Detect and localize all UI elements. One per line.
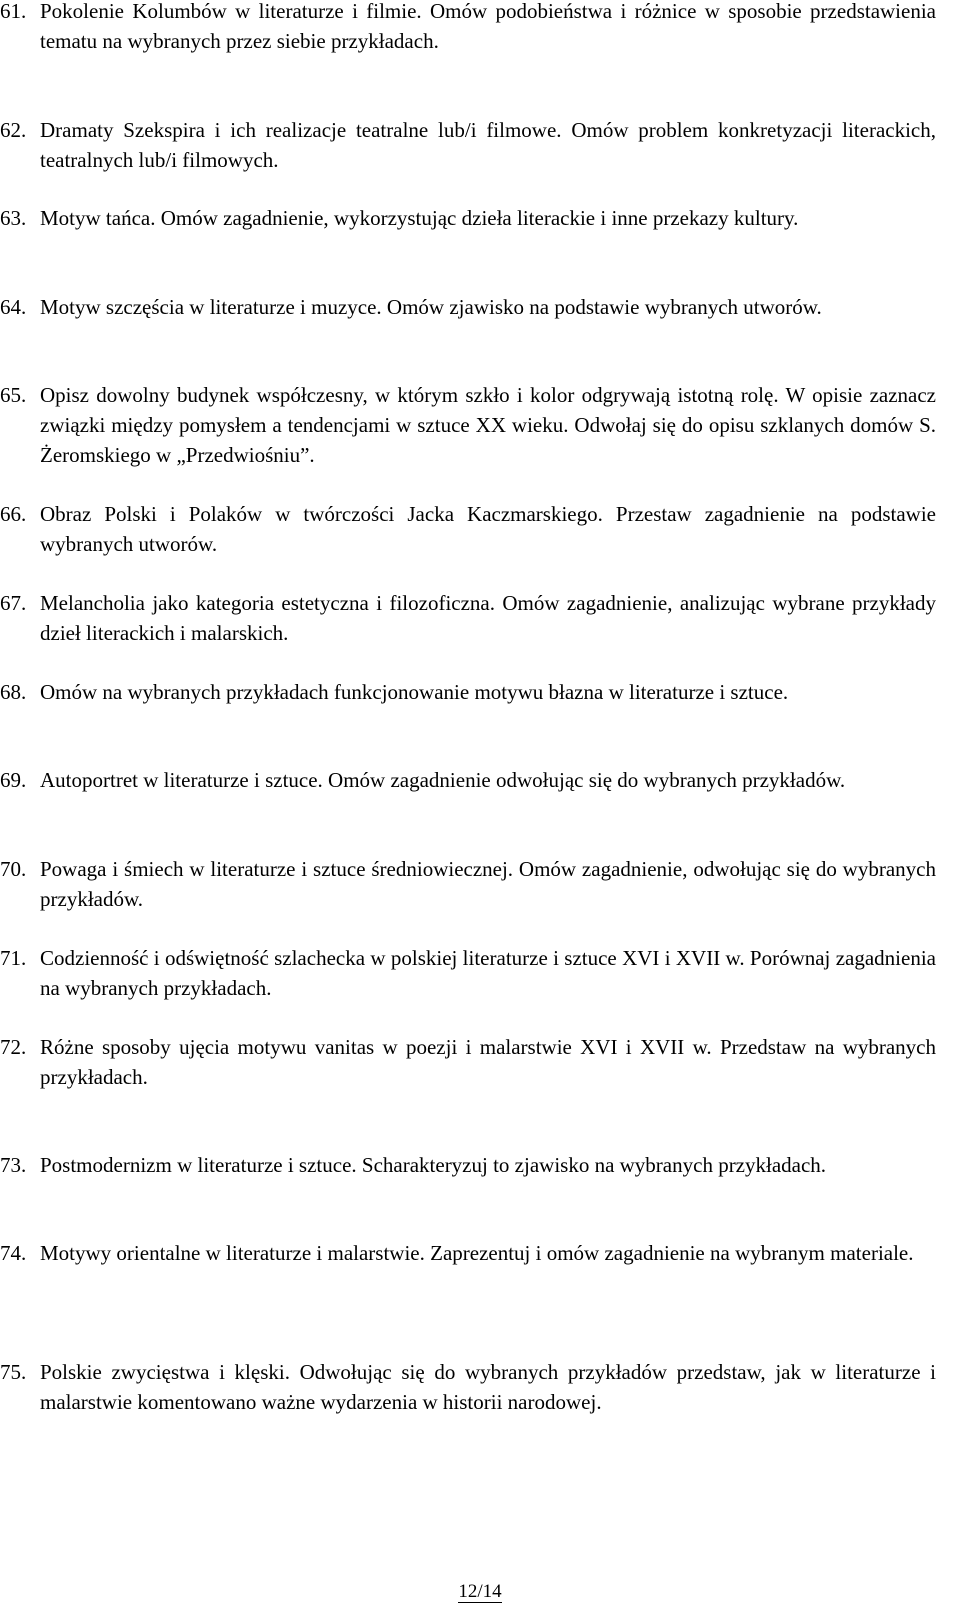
item-number: 67. xyxy=(0,591,27,615)
item-text: Polskie zwycięstwa i klęski. Odwołując się do wybranych przykładów przedstaw, jak w literaturze i malarstwie komentowano ważne wydarzenia w historii narodowej. xyxy=(40,1360,936,1414)
item-number: 74. xyxy=(0,1241,27,1265)
item-number: 71. xyxy=(0,946,27,970)
item-text: Melancholia jako kategoria estetyczna i filozoficzna. Omów zagadnienie, analizując wybrane przykłady dzieł literackich i malarskich. xyxy=(40,591,936,645)
item-number: 70. xyxy=(0,857,27,881)
item-number: 69. xyxy=(0,768,27,792)
item-text: Motyw szczęścia w literaturze i muzyce. Omów zjawisko na podstawie wybranych utworów. xyxy=(40,295,822,319)
item-number: 61. xyxy=(0,0,27,23)
item-text: Powaga i śmiech w literaturze i sztuce średniowiecznej. Omów zagadnienie, odwołując się do wybranych przykładów. xyxy=(40,857,936,911)
item-text: Omów na wybranych przykładach funkcjonowanie motywu błazna w literaturze i sztuce. xyxy=(40,680,789,704)
page-footer xyxy=(0,1580,960,1604)
item-number: 68. xyxy=(0,680,27,704)
page-number: 12/14 xyxy=(458,1581,502,1602)
item-text: Autoportret w literaturze i sztuce. Omów zagadnienie odwołując się do wybranych przykładów. xyxy=(40,768,846,792)
item-number: 63. xyxy=(0,206,27,230)
item-text: Codzienność i odświętność szlachecka w polskiej literaturze i sztuce XVI i XVII w. Porównaj zagadnienia na wybranych przykładach. xyxy=(40,946,936,1000)
item-text: Obraz Polski i Polaków w twórczości Jacka Kaczmarskiego. Przestaw zagadnienie na podstawie wybranych utworów. xyxy=(40,502,936,556)
item-number: 73. xyxy=(0,1153,27,1177)
item-text: Dramaty Szekspira i ich realizacje teatralne lub/i filmowe. Omów problem konkretyzacji literackich, teatralnych lub/i filmowych. xyxy=(40,118,936,172)
item-number: 65. xyxy=(0,383,27,407)
item-text: Pokolenie Kolumbów w literaturze i filmie. Omów podobieństwa i różnice w sposobie przedstawienia tematu na wybranych przez siebie przykładach. xyxy=(40,0,936,53)
item-number: 64. xyxy=(0,295,27,319)
item-number: 62. xyxy=(0,118,27,142)
item-text: Postmodernizm w literaturze i sztuce. Scharakteryzuj to zjawisko na wybranych przykładach. xyxy=(40,1153,827,1177)
item-text: Opisz dowolny budynek współczesny, w którym szkło i kolor odgrywają istotną rolę. W opisie zaznacz związki między pomysłem a tendencjami w sztuce XX wieku. Odwołaj się do opisu szklanych domów S. Żeromskiego w „Przedwiośniu”. xyxy=(40,383,936,467)
item-text: Motyw tańca. Omów zagadnienie, wykorzystując dzieła literackie i inne przekazy kultury. xyxy=(40,206,799,230)
item-text: Różne sposoby ujęcia motywu vanitas w poezji i malarstwie XVI i XVII w. Przedstaw na wybranych przykładach. xyxy=(40,1035,936,1089)
item-text: Motywy orientalne w literaturze i malarstwie. Zaprezentuj i omów zagadnienie na wybranym materiale. xyxy=(40,1241,914,1265)
item-number: 66. xyxy=(0,502,27,526)
item-number: 72. xyxy=(0,1035,27,1059)
item-number: 75. xyxy=(0,1360,27,1384)
